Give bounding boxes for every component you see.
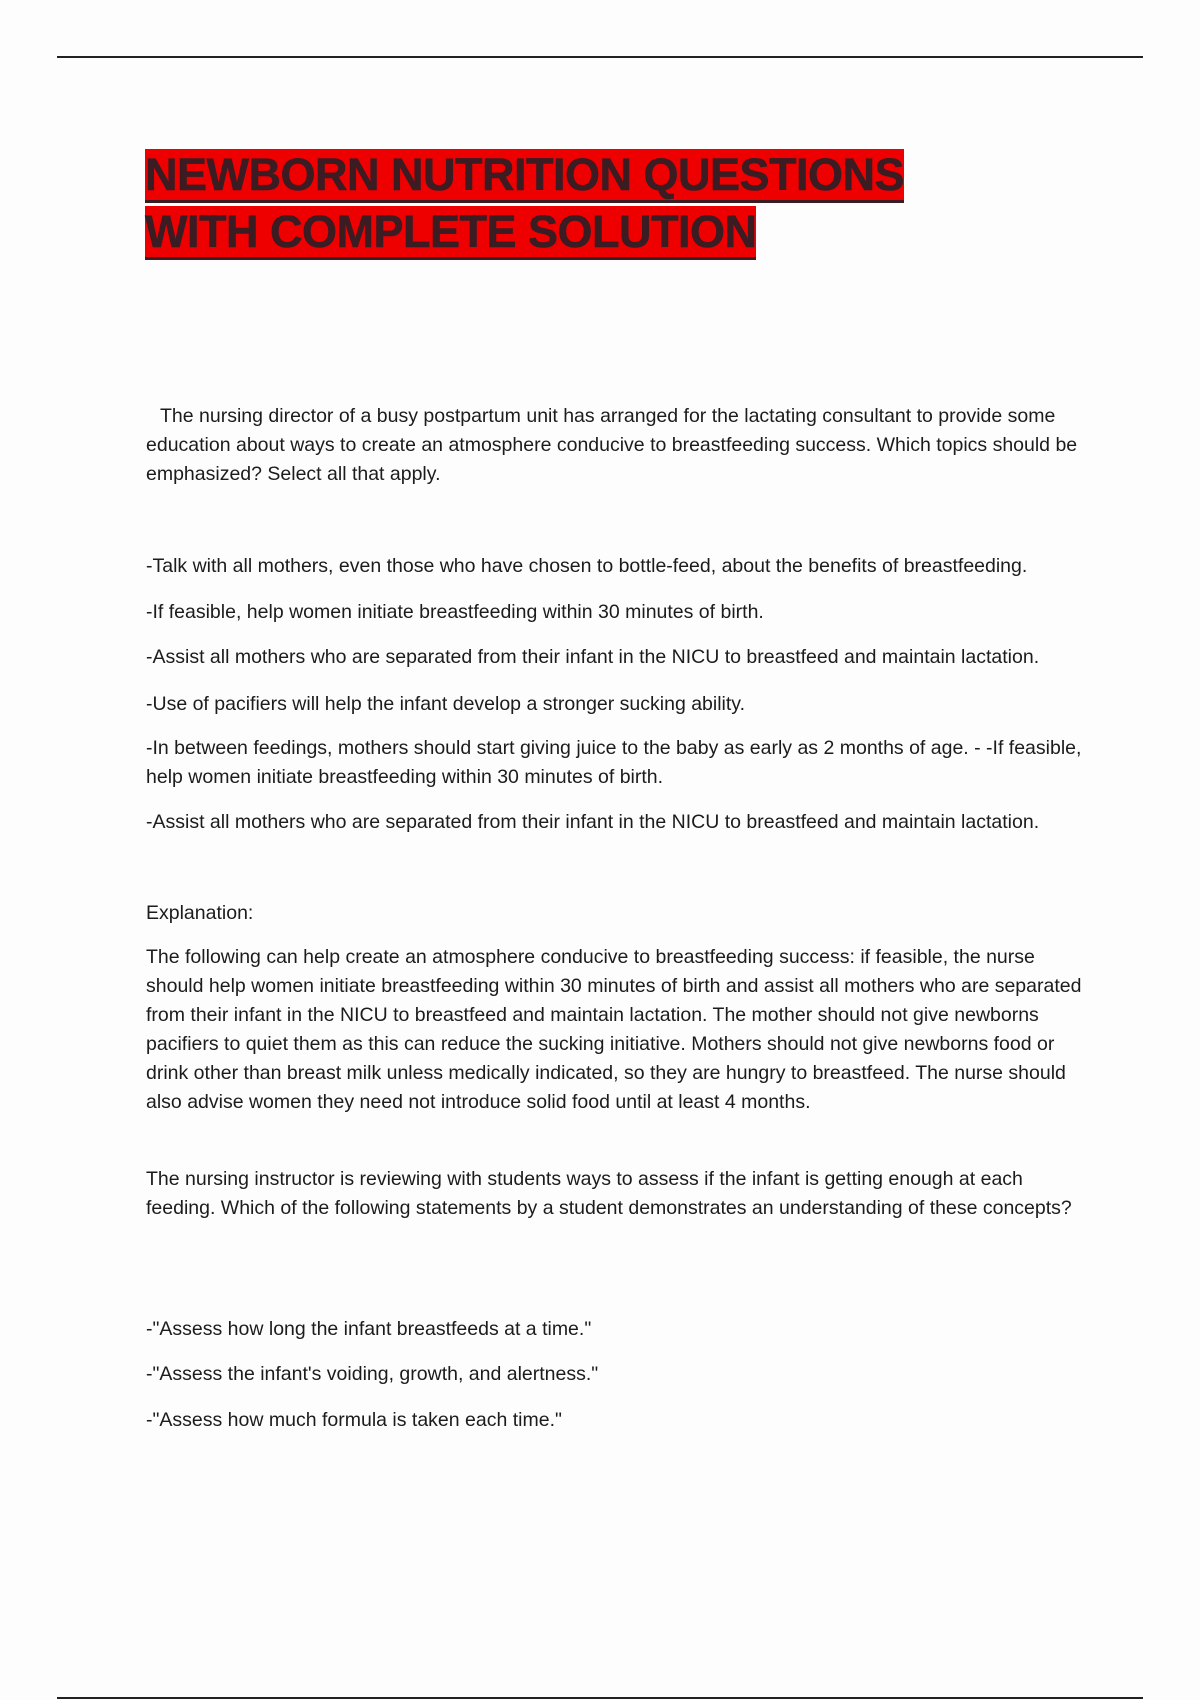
page-title (145, 146, 1045, 260)
explanation-label: Explanation: (146, 902, 254, 924)
explanation-text: The following can help create an atmosphere conducive to breastfeeding success: if feasible, the nurse should help women initiate breastfeeding within 30 minutes of birth and assist all mothers who are separated from their infant in the NICU to breastfeed and maintain lactation. The mother should not give newborns pacifiers to quiet them as this can reduce the sucking initiative. Mothers should not give newborns food or drink other than breast milk unless medically indicated, so they are hungry to breastfeed. The nurse should also advise women they need not introduce solid food until at least 4 months. (146, 946, 1082, 1113)
q2-option-3: -"Assess how much formula is taken each time." (146, 1409, 562, 1431)
q1-option-1: -Talk with all mothers, even those who have chosen to bottle-feed, about the benefits of breastfeeding. (146, 555, 1028, 577)
bottom-rule (57, 1697, 1143, 1699)
q1-option-4: -Use of pacifiers will help the infant develop a stronger sucking ability. (146, 693, 746, 715)
q2-option-2: -"Assess the infant's voiding, growth, and alertness." (146, 1363, 599, 1385)
top-rule (57, 56, 1143, 58)
q1-option-6: -Assist all mothers who are separated from their infant in the NICU to breastfeed and maintain lactation. (146, 811, 1040, 833)
title-line-2: WITH COMPLETE SOLUTION (145, 206, 756, 260)
question-2-prompt: The nursing instructor is reviewing with students ways to assess if the infant is getting enough at each feeding. Which of the following statements by a student demonstrates an understanding of these concepts? (146, 1168, 1072, 1219)
q1-option-3: -Assist all mothers who are separated from their infant in the NICU to breastfeed and maintain lactation. (146, 646, 1040, 668)
q2-option-1: -"Assess how long the infant breastfeeds at a time." (146, 1318, 592, 1340)
title-line-1: NEWBORN NUTRITION QUESTIONS (145, 149, 904, 203)
q1-option-2: -If feasible, help women initiate breastfeeding within 30 minutes of birth. (146, 601, 764, 623)
q1-option-5: -In between feedings, mothers should start giving juice to the baby as early as 2 months of age. - -If feasible, help women initiate breastfeeding within 30 minutes of birth. (146, 737, 1082, 788)
question-1-prompt: The nursing director of a busy postpartum unit has arranged for the lactating consultant to provide some education about ways to create an atmosphere conducive to breastfeeding success. Which topics should be emphasized? Select all that apply. (146, 405, 1078, 485)
